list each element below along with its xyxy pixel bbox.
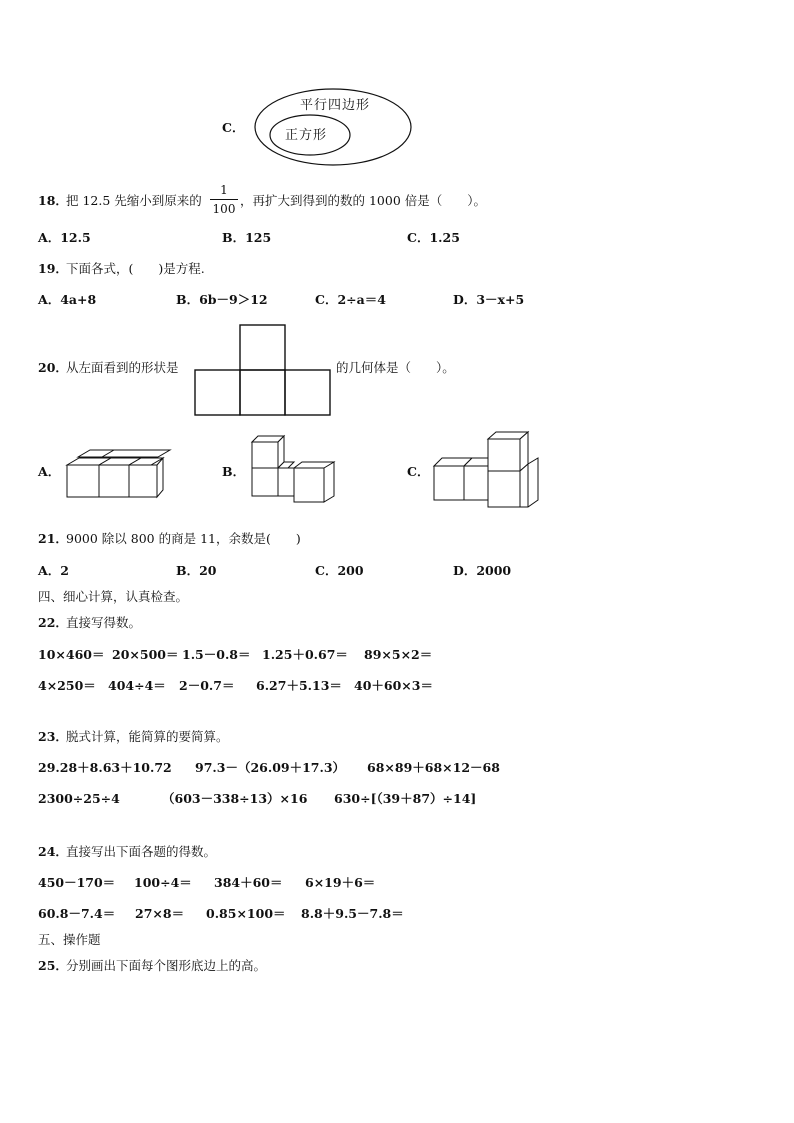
q22-r2-item[interactable]: 404÷4＝ [108,678,166,693]
parallelogram-label: 平行四边形 [300,98,371,113]
q24-r2-item[interactable]: 0.85×100＝ [206,906,286,921]
q21-text: 9000 除以 800 的商是 11，余数是( ) [66,531,301,546]
q22-r2-item[interactable]: 6.27＋5.13＝ [256,678,342,693]
section-5-title: 五、操作题 [38,932,101,947]
q24-r2-item[interactable]: 60.8－7.4＝ [38,906,116,921]
q21-option-a[interactable]: A．2 [38,563,69,578]
q23-number: 23． [38,729,68,744]
q21-number: 21． [38,531,68,546]
q21-option-d[interactable]: D．2000 [453,563,512,578]
q22-r1-item[interactable]: 1.5－0.8＝ [182,647,251,662]
q24-number: 24． [38,844,68,859]
q22-r1-item[interactable]: 89×5×2＝ [364,647,433,662]
q23-r1-item[interactable]: 29.28＋8.63＋10.72 [38,760,172,775]
q20-number: 20． [38,360,68,375]
q21-option-c[interactable]: C．200 [315,563,364,578]
left-view-figure [194,324,334,416]
q18-option-a[interactable]: A．12.5 [38,230,91,245]
q24-text: 直接写出下面各题的得数。 [66,844,217,859]
q17-option-c-label: C． [222,120,245,135]
square-label: 正方形 [285,128,328,143]
fraction-denominator: 100 [212,202,236,216]
q18-option-c[interactable]: C．1.25 [407,230,460,245]
option-b-solid[interactable] [248,434,338,504]
q25-number: 25． [38,958,68,973]
q24-r2-item[interactable]: 8.8＋9.5－7.8＝ [301,906,404,921]
q24-r1-item[interactable]: 384＋60＝ [214,875,283,890]
q25-text: 分别画出下面每个图形底边上的高。 [66,958,267,973]
q23-r2-item[interactable]: 2300÷25÷4 [38,791,120,806]
q23-r1-item[interactable]: 97.3－（26.09＋17.3） [195,760,346,775]
q19-option-a[interactable]: A．4a+8 [38,292,97,307]
q22-r2-item[interactable]: 2－0.7＝ [179,678,235,693]
q22-number: 22． [38,615,68,630]
q19-text: 下面各式，( )是方程. [66,261,205,276]
q20-option-b[interactable]: B． [222,464,246,479]
q23-r2-item[interactable]: （603－338÷13）×16 [162,791,308,806]
q18-text-before: 把 12.5 先缩小到原来的 [66,193,202,208]
q19-option-c[interactable]: C．2÷a＝4 [315,292,386,307]
option-c-solid[interactable] [432,430,542,510]
q23-text: 脱式计算，能简算的要简算。 [66,729,229,744]
q19-option-d[interactable]: D．3－x+5 [453,292,525,307]
q22-r1-item[interactable]: 1.25＋0.67＝ [262,647,348,662]
q20-text-after: 的几何体是（ ）。 [336,360,455,375]
q20-text-before: 从左面看到的形状是 [66,360,179,375]
q24-r1-item[interactable]: 100÷4＝ [134,875,192,890]
q18-text-after: ，再扩大到得到的数的 1000 倍是（ ）。 [240,193,487,208]
q23-r2-item[interactable]: 630÷[（39＋87）÷14] [334,791,477,806]
q24-r2-item[interactable]: 27×8＝ [135,906,185,921]
q21-option-b[interactable]: B．20 [176,563,217,578]
fraction-bar [210,199,238,200]
q22-text: 直接写得数。 [66,615,142,630]
q22-r2-item[interactable]: 40＋60×3＝ [354,678,433,693]
q22-r2-item[interactable]: 4×250＝ [38,678,96,693]
q24-r1-item[interactable]: 6×19＋6＝ [305,875,376,890]
q20-option-a[interactable]: A． [38,464,61,479]
fraction-numerator: 1 [220,183,228,197]
q18-option-b[interactable]: B．125 [222,230,272,245]
q20-option-c[interactable]: C． [407,464,430,479]
q23-r1-item[interactable]: 68×89＋68×12－68 [367,760,500,775]
q22-r1-item[interactable]: 10×460＝ [38,647,105,662]
q22-r1-item[interactable]: 20×500＝ [112,647,179,662]
q18-number: 18． [38,193,68,208]
option-a-solid[interactable] [66,448,166,498]
q24-r1-item[interactable]: 450－170＝ [38,875,116,890]
q18-fraction [210,184,238,215]
q19-number: 19． [38,261,68,276]
q19-option-b[interactable]: B．6b－9＞12 [176,292,268,307]
section-4-title: 四、细心计算，认真检查。 [38,589,189,604]
